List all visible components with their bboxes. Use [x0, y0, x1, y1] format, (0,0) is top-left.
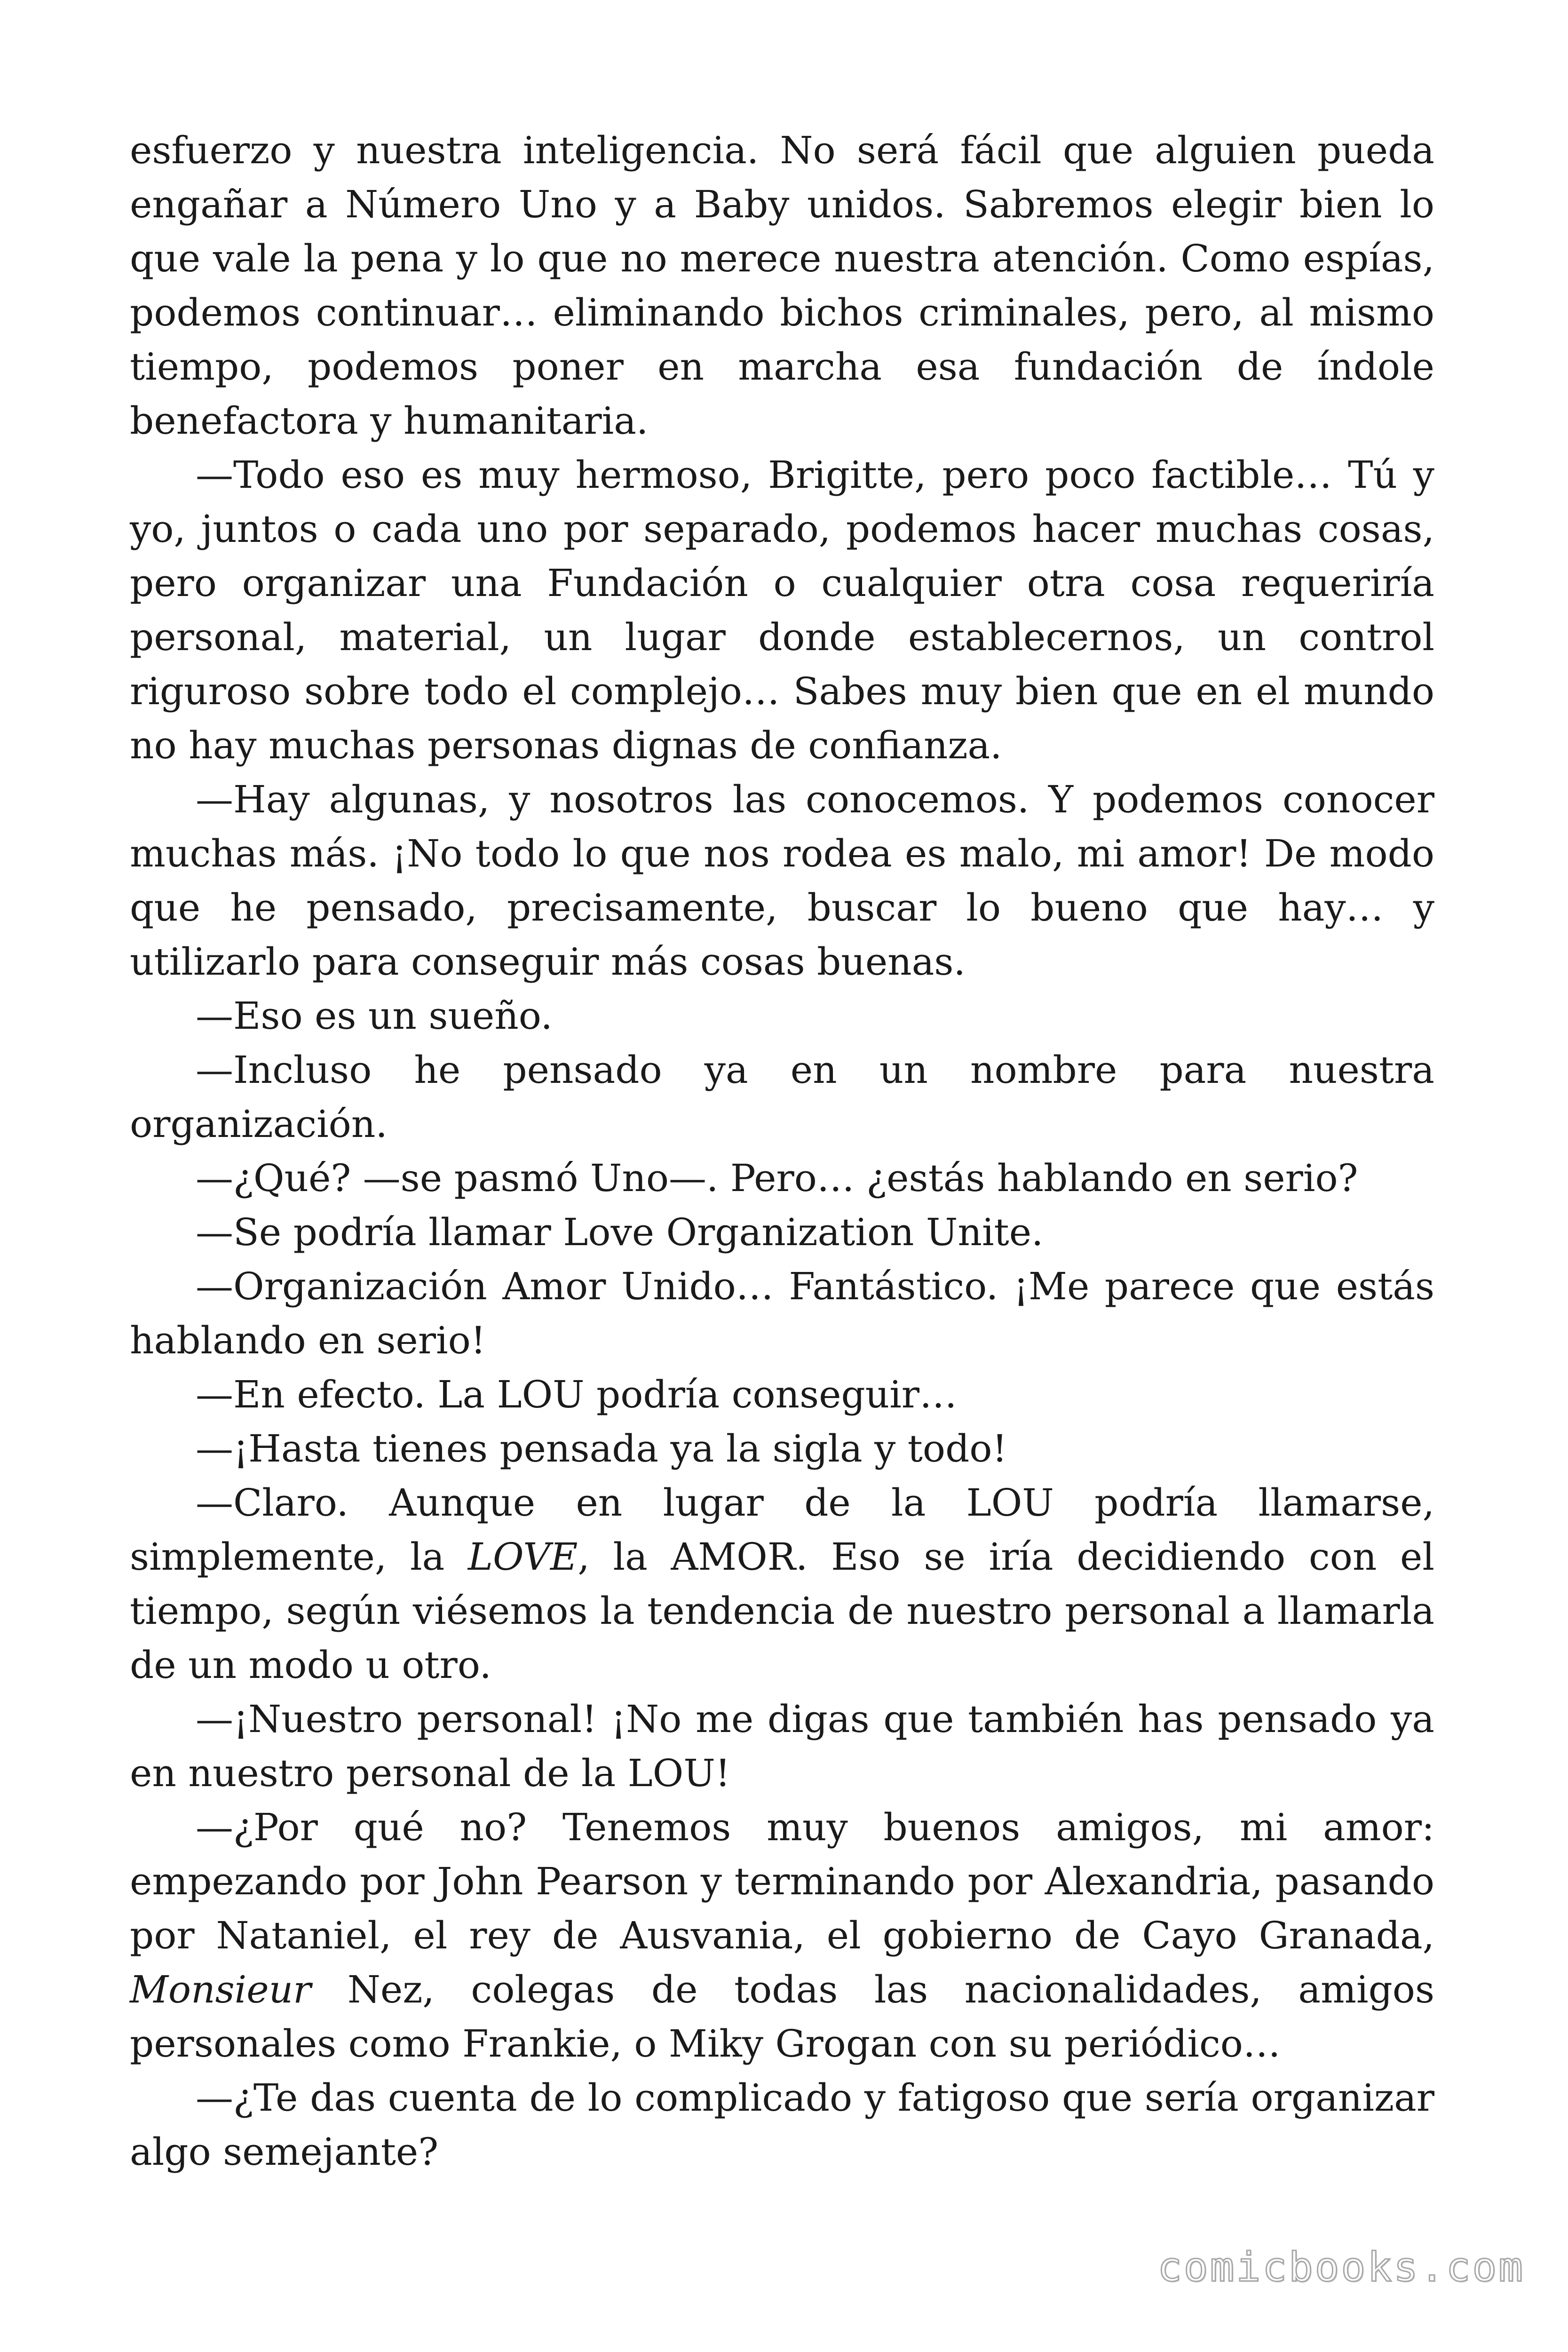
text-run: —Todo eso es muy hermoso, Brigitte, pero poco factible… Tú y yo, juntos o cada uno por separado, podemos hacer muchas cosas, pero organizar una Fundación o cualquier otra cosa requeriría personal, material, un lugar donde establecernos, un control riguroso sobre todo el complejo… Sabes muy bien que en el mundo no hay muchas personas dignas de confianza.: [130, 453, 1434, 767]
text-run: —Organización Amor Unido… Fantástico. ¡Me parece que estás hablando en serio!: [130, 1264, 1434, 1362]
paragraph: [130, 989, 1434, 1043]
paragraph: [130, 448, 1434, 772]
paragraph: [130, 772, 1434, 989]
italic-text: LOVE: [467, 1535, 578, 1579]
text-run: esfuerzo y nuestra inteligencia. No será fácil que alguien pueda engañar a Número Uno y a Baby unidos. Sabremos elegir bien lo que vale la pena y lo que no merece nuestra atención. Como espías, podemos continuar… eliminando bichos criminales, pero, al mismo tiempo, podemos poner en marcha esa fundación de índole benefactora y humanitaria.: [130, 128, 1434, 443]
text-run: —En efecto. La LOU podría conseguir…: [196, 1373, 958, 1416]
paragraph: [130, 1205, 1434, 1259]
paragraph: [130, 1476, 1434, 1692]
paragraph: [130, 1422, 1434, 1476]
text-run: —Hay algunas, y nosotros las conocemos. Y podemos conocer muchas más. ¡No todo lo que nos rodea es malo, mi amor! De modo que he pensado, precisamente, buscar lo bueno que hay… y utilizarlo para conseguir más cosas buenas.: [130, 778, 1434, 984]
text-run: —¡Nuestro personal! ¡No me digas que también has pensado ya en nuestro personal de la LOU!: [130, 1697, 1434, 1795]
text-run: —¿Qué? —se pasmó Uno—. Pero… ¿estás hablando en serio?: [196, 1156, 1358, 1200]
paragraph: [130, 1800, 1434, 2071]
watermark: comicbooks.com: [1157, 2244, 1525, 2291]
paragraph: [130, 1367, 1434, 1422]
text-run: , la AMOR. Eso se iría decidiendo con el tiempo, según viésemos la tendencia de nuestro personal a llamarla de un modo u otro.: [130, 1535, 1434, 1687]
paragraph: [130, 123, 1434, 448]
paragraph: [130, 1043, 1434, 1151]
text-run: Nez, colegas de todas las nacionalidades, amigos personales como Frankie, o Miky Grogan con su periódico…: [130, 1968, 1434, 2066]
text-run: —¡Hasta tienes pensada ya la sigla y todo!: [196, 1427, 1007, 1470]
paragraph: [130, 1259, 1434, 1367]
text-run: —Incluso he pensado ya en un nombre para nuestra organización.: [130, 1048, 1434, 1146]
text-run: —Se podría llamar Love Organization Unite.: [196, 1210, 1044, 1254]
text-run: —¿Por qué no? Tenemos muy buenos amigos, mi amor: empezando por John Pearson y terminando por Alexandria, pasando por Nataniel, el rey de Ausvania, el gobierno de Cayo Granada,: [130, 1805, 1434, 1957]
paragraph: [130, 2071, 1434, 2179]
body-text: [130, 123, 1434, 2179]
text-run: —Claro. Aunque en lugar de la LOU podría llamarse, simplemente, la: [130, 1481, 1434, 1579]
paragraph: [130, 1151, 1434, 1205]
text-run: —Eso es un sueño.: [196, 994, 553, 1038]
italic-text: Monsieur: [130, 1968, 311, 2011]
paragraph: [130, 1692, 1434, 1800]
text-run: —¿Te das cuenta de lo complicado y fatigoso que sería organizar algo semejante?: [130, 2076, 1434, 2174]
